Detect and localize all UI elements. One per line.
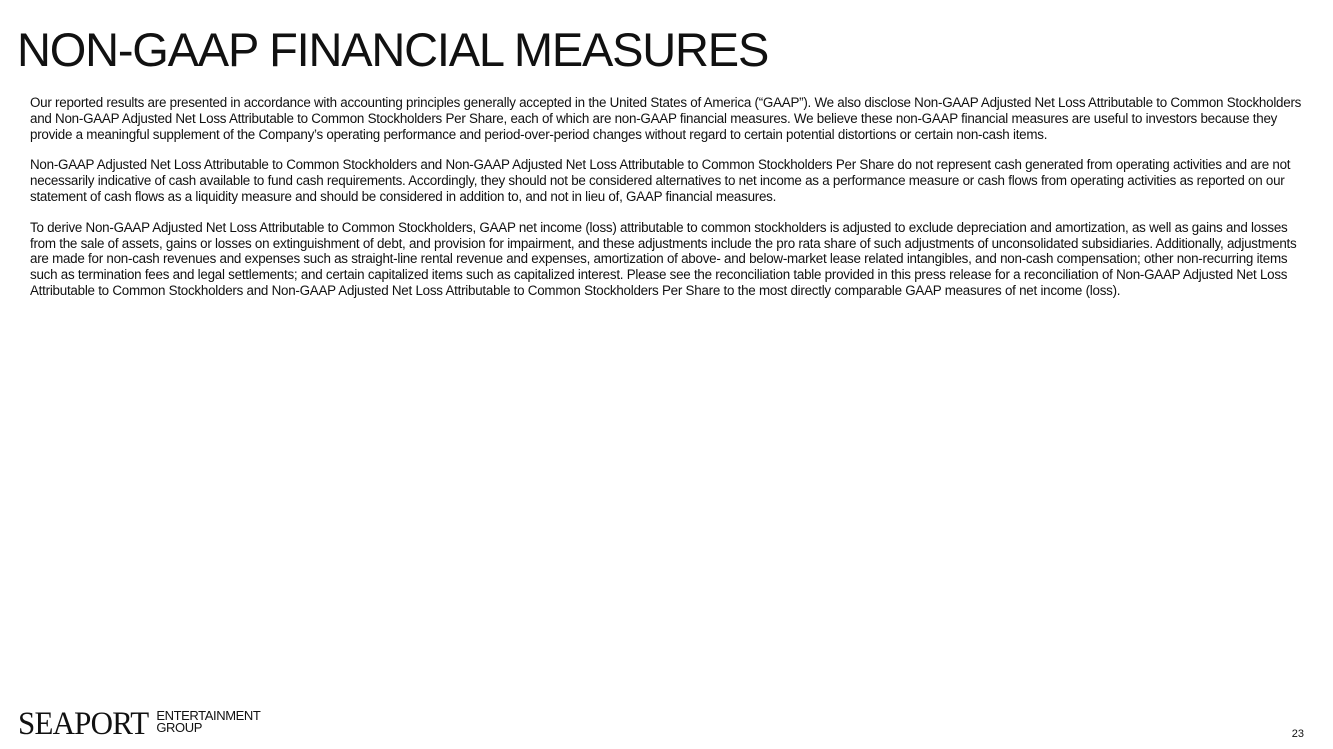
paragraph-gaap-disclosure: Our reported results are presented in accordance with accounting principles generally accepted in the United States of America (“GAAP”). We also disclose Non-GAAP Adjusted Net Loss Attributable to Common Stockholders and Non-GAAP Adjusted Net Loss Attributable to Common Stockholders Per Share, each of which are non-GAAP financial measures. We believe these non-GAAP financial measures are useful to investors because they provide a meaningful supplement of the Company’s operating performance and period-over-period changes without regard to certain potential distortions or certain non-cash items. — [30, 95, 1302, 142]
page-number: 23 — [1291, 728, 1304, 740]
logo-wordmark: SEAPORT — [18, 704, 149, 742]
page-title: NON-GAAP FINANCIAL MEASURES — [17, 23, 769, 76]
body-text — [30, 95, 1302, 314]
paragraph-not-cash-measure: Non-GAAP Adjusted Net Loss Attributable to Common Stockholders and Non-GAAP Adjusted Net Loss Attributable to Common Stockholders Per Share do not represent cash generated from operating activities and are not necessarily indicative of cash available to fund cash requirements. Accordingly, they should not be considered alternatives to net income as a performance measure or cash flows from operating activities as reported on our statement of cash flows as a liquidity measure and should be considered in addition to, and not in lieu of, GAAP financial measures. — [30, 157, 1291, 204]
logo-subtitle-line1: ENTERTAINMENT — [156, 708, 261, 723]
logo-subtitle-line2: GROUP — [156, 720, 203, 735]
logo-subtitle — [156, 710, 260, 734]
paragraph-derivation: To derive Non-GAAP Adjusted Net Loss Attributable to Common Stockholders, GAAP net income (loss) attributable to common stockholders is adjusted to exclude depreciation and amortization, as well as gains and losses from the sale of assets, gains or losses on extinguishment of debt, and provision for impairment, and these adjustments include the pro rata share of such adjustments of unconsolidated subsidiaries. Additionally, adjustments are made for non-cash revenues and expenses such as straight-line rental revenue and expenses, amortization of above- and below-market lease related intangibles, and non-cash compensation; other non-recurring items such as termination fees and legal settlements; and certain capitalized items such as capitalized interest. Please see the reconciliation table provided in this press release for a reconciliation of Non-GAAP Adjusted Net Loss Attributable to Common Stockholders and Non-GAAP Adjusted Net Loss Attributable to Common Stockholders Per Share to the most directly comparable GAAP measures of net income (loss). — [30, 219, 1297, 298]
seaport-logo — [18, 704, 261, 742]
